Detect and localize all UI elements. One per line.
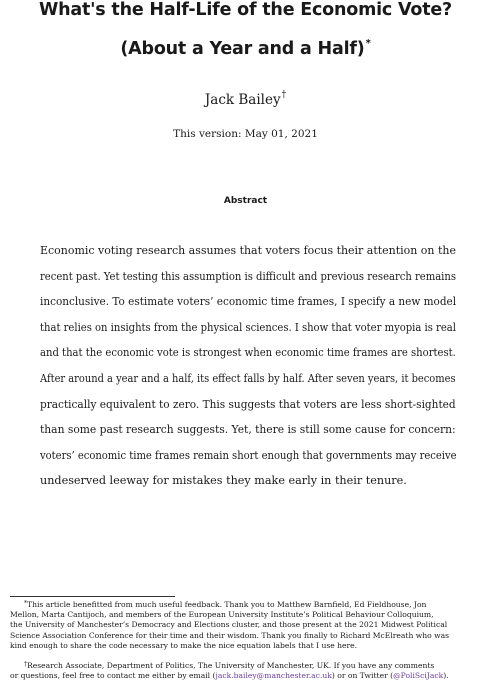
author-name: Jack Bailey <box>204 92 281 108</box>
title-footnote-mark[interactable]: * <box>365 38 371 49</box>
footnote-2-line-2 <box>10 671 490 681</box>
abstract-line: and that the economic vote is strongest when economic time frames are shortest. <box>40 346 456 360</box>
abstract-line: undeserved leeway for mistakes they make early in their tenure. <box>40 474 407 488</box>
abstract-line: Economic voting research assumes that voters focus their attention on the <box>40 244 456 257</box>
footnote-1 <box>10 600 490 651</box>
footnote-2-text-mid: ) or on Twitter ( <box>331 671 394 681</box>
footnote-1-line-4: Science Association Conference for their time and their wisdom. Thank you finally to Richard McElreath who was <box>10 630 450 640</box>
title-text-1: What's the Half-Life of the Economic Vote? <box>39 0 452 20</box>
twitter-link[interactable]: @PoliSciJack <box>393 671 444 681</box>
footnote-2-text-post: ). <box>443 671 449 681</box>
author-line <box>0 92 491 108</box>
title-text-2: (About a Year and a Half) <box>120 39 365 59</box>
abstract-line: voters’ economic time frames remain short enough that governments may receive <box>40 448 457 462</box>
footnote-1-text-1: This article benefitted from much useful feedback. Thank you to Matthew Barnfield, Ed Fieldhouse, Jon <box>27 600 427 609</box>
email-link[interactable]: jack.bailey@manchester.ac.uk <box>215 671 332 681</box>
abstract-line: than some past research suggests. Yet, there is still some cause for concern: <box>40 423 456 437</box>
footnote-2 <box>10 661 490 681</box>
footnote-1-line-3: the University of Manchester’s Democracy and Elections cluster, and those present at the 2021 Midwest Political <box>10 620 448 630</box>
paper-title-line1 <box>0 0 491 20</box>
footnote-2-text-1: Research Associate, Department of Politics, The University of Manchester, UK. If you have any comments <box>27 661 435 670</box>
footnote-2-line-1 <box>10 661 490 671</box>
footnote-1-line-1 <box>10 600 490 610</box>
abstract-line: that relies on insights from the physical sciences. I show that voter myopia is real <box>40 320 456 334</box>
version-date: This version: May 01, 2021 <box>173 128 318 140</box>
paper-title-line2 <box>0 39 491 59</box>
footnote-2-text-pre: or questions, feel free to contact me either by email ( <box>10 671 216 681</box>
footnote-1-line-5: kind enough to share the code necessary to make the nice equation labels that I use here. <box>10 640 358 650</box>
footnote-1-line-2: Mellon, Marta Cantijoch, and members of the European University Institute’s Political Behaviour Colloquium, <box>10 610 434 620</box>
footnote-2-mark: † <box>24 661 27 668</box>
abstract-body <box>40 238 456 494</box>
abstract-line: inconclusive. To estimate voters’ economic time frames, I specify a new model <box>40 295 457 309</box>
abstract-heading: Abstract <box>223 196 268 206</box>
abstract-line: recent past. Yet testing this assumption is difficult and previous research remains <box>40 269 456 283</box>
footnote-rule <box>10 596 175 597</box>
author-footnote-mark[interactable]: † <box>281 90 287 100</box>
footnote-1-mark: * <box>24 600 27 607</box>
abstract-line: After around a year and a half, its effect falls by half. After seven years, it becomes <box>40 371 456 385</box>
abstract-line: practically equivalent to zero. This suggests that voters are less short-sighted <box>40 397 456 411</box>
